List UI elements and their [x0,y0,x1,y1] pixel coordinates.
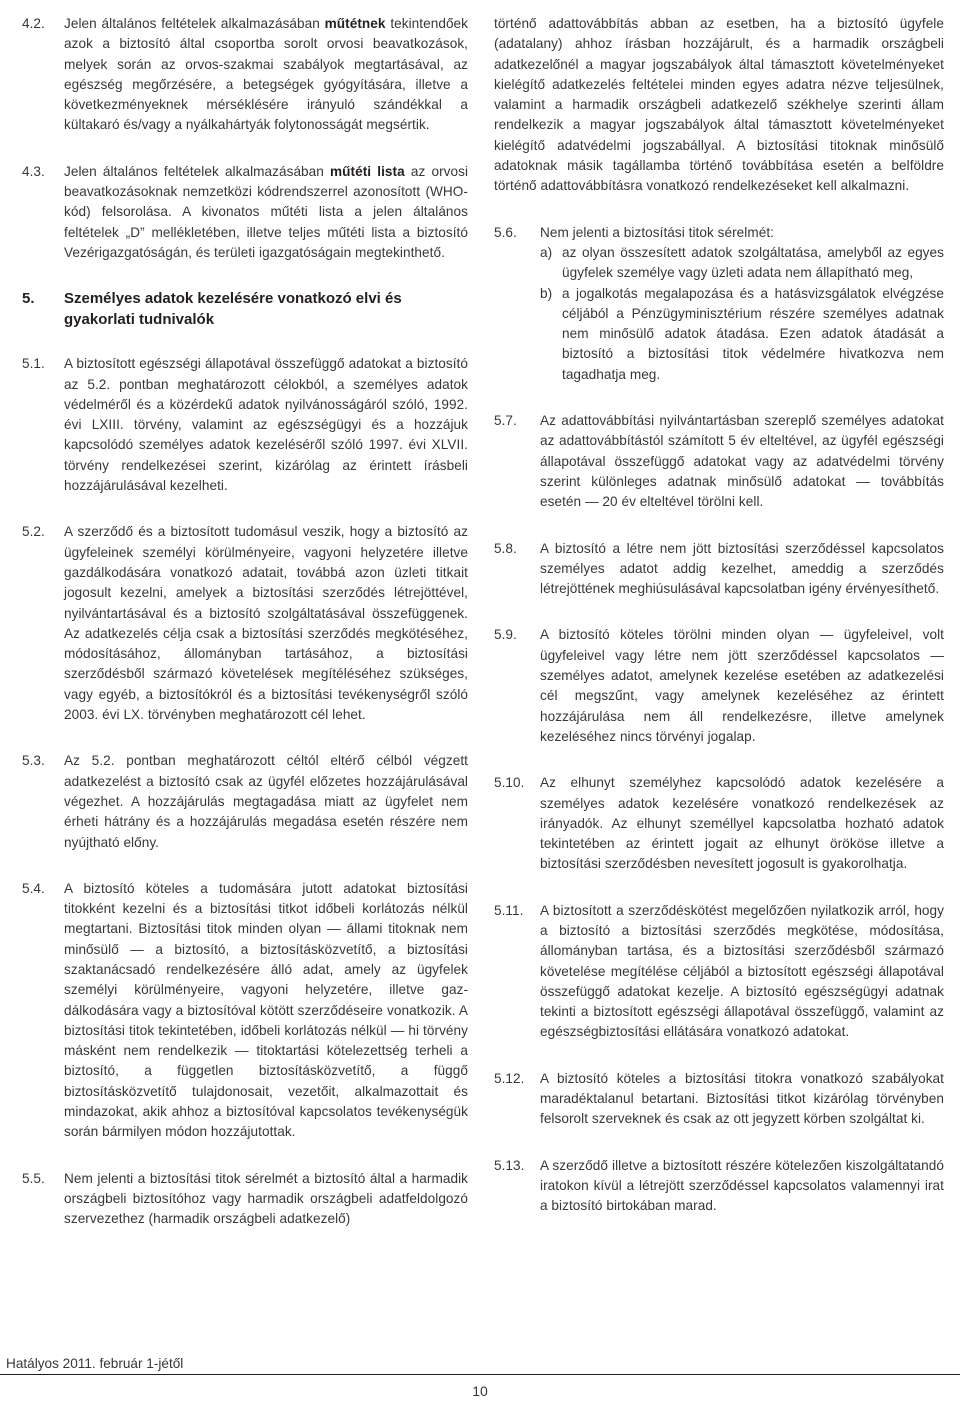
term-muteti-lista: műtéti lista [330,163,405,179]
section-5-7 [494,411,944,512]
term-mutet: műtétnek [324,16,386,31]
section-text: Az adattovábbítási nyilvántartásban szereplő személyes adatokat az adattovábbítástól számított 5 év elteltével, az ügyfél egészségi állapotával összefüggő adatokat vagy az adatvédelmi törvény szerint különleges adatnak minősülő adatokat — továbbítás esetén — 20 év elteltével törölni kell. [540,413,944,510]
section-text: A biztosító köteles törölni minden olyan — ügyfeleivel, volt ügyfeleivel vagy létre nem jött szerződéssel kapcsolatos — személyes adatot, amelynek kezelése esetében az adatkezelési cél megszűnt, vagy amelynek kezeléséhez az érintett hozzájárulása nem áll rendelkezésre, illetve amelynek kezeléséhez nincs törvényi jogalap. [540,627,944,744]
section-text: A biztosító köteles a biztosítási titokra vonatkozó szabályokat maradéktalanul betartani. Biztosítási titkot kizárólag törvényben felsorolt szerveknek és csak az ott jegyzett körben szolgáltat ki. [540,1070,944,1127]
section-text: Nem jelenti a biztosítási titok sérelmét: [540,224,774,240]
section-number: 5.7. [494,413,517,429]
section-number: 5.6. [494,224,517,240]
section-5-2 [22,522,468,725]
section-5-12 [494,1069,944,1130]
section-number: 5.10. [494,775,525,791]
section-text: történő adattovábbítás abban az esetben, ha a biztosító ügyfele (adatalany) ahhoz írásban hozzájárult, és a harmadik országbeli adatkezelőnél a magyar jogszabályok által támasztott követelményeket kielégítő adatkezelés feltételei minden egyes adatra nézve teljesülnek, valamint a harmadik országbeli adatkezelő székhelye szerinti állam rendelkezik a magyar jogszabályok által támasztott követelményeket kielégítő adatvédelmi jogszabállyal. A biztosítási titoknak minősülő adatoknak másik tagállamba történő továbbítása esetén a belföldre történő adattovábbításra vonatkozó rendelkezéseket kell alkalmazni. [494,16,944,194]
section-5-5 [22,1169,468,1230]
section-text: A biztosított a szerződéskötést megelőzően nyilatkozik arról, hogy a biztosító a biztosítási szerződés megkötése, módosítása, állományban tartása, és a biztosítási szerződésből származó követelése megítélése céljából a biztosított egészségi állapotával összefüggő adatokat kezelje. A biztosító egészségügyi adatnak tekinti a biztosított egészségi állapotával összefüggő, valamint az egészségbiztosítási ellátására vonatkozó adatokat. [540,902,944,1040]
section-number: 5.4. [22,880,45,896]
section-text: Nem jelenti a biztosítási titok sérelmét a biztosító által a harmadik országbeli biztosítóhoz vagy harmadik országbeli adatfeldolgozó szervezethez (harmadik országbeli adatkezelő) [64,1170,468,1227]
section-5-9 [494,625,944,747]
section-text: Az 5.2. pontban meghatározott céltól eltérő célból végzett adatkezelést a biztosító csak az ügyfél előzetes hozzájárulásával végezhet. A hozzájárulás megtagadása miatt az ügyfelet nem érheti hátrány és a hozzájárulás megadása esetén részére nem nyújtható előny. [64,753,468,850]
section-body [540,223,944,385]
list-item-a [540,243,944,284]
right-column [494,14,944,1217]
effective-date: Hatályos 2011. február 1-jétől [6,1356,184,1371]
section-number: 5.5. [22,1170,45,1186]
list-item-b [540,284,944,385]
section-5-10 [494,773,944,874]
section-4-3 [22,162,468,263]
section-5-8 [494,539,944,600]
section-text: A szerződő és a biztosított tudomásul veszik, hogy a biztosító az ügyfeleinek személyi körülményeire, vagyoni helyzetére illetve gazdálkodására vonatkozó adatait, továbbá azon üzleti titkait jogosult kezelni, amelyek a biztosítási szerződés létrejöttével, nyilvántartásával és a biztosító szolgáltatásával összefüggenek. Az adatkezelés célja csak a biztosítási szerződés megkötéséhez, módosításához, állományban tartásához, a biztosítási szerződésből származó követelések megítéléséhez szükséges, vagy egyéb, a biztosítókról és a biztosítási tevékenységről szóló 2003. évi LX. törvényben meghatározott cél lehet. [64,524,468,723]
left-column [22,14,468,1230]
section-4-2 [22,14,468,136]
chapter-title: Személyes adatok kezelésére vonatkozó elvi és gyakorlati tudnivalók [64,290,402,328]
section-5-4 [22,879,468,1143]
list-text: az olyan összesített adatok szolgáltatása, amelyből az egyes ügyfelek személye vagy üzleti adata nem állapítható meg, [562,244,944,281]
chapter-5-heading [22,289,468,330]
section-text: A szerződő illetve a biztosított részére kötelezően kiszolgáltatandó iratokon kívül a létrejött szerződéssel kapcsolatos valamennyi irat a biztosító birtokában marad. [540,1157,944,1214]
section-number: 5.1. [22,356,45,372]
footer-divider [0,1374,960,1375]
list-letter: b) [540,285,553,301]
section-text: Jelen általános feltételek alkalmazásában műtéti lista az orvosi beavatkozásoknak nemzetközi kódrendszerrel azonosított (WHO-kód) felsorolása. A kivonatos műtéti lista a jelen általános feltételek „D” mellékletében, illetve teljes műtéti lista a biztosító Vezérigazgatóságán, és területi igazgatóságain megtekinthető. [64,163,469,260]
list-letter: a) [540,244,553,260]
section-number: 5.3. [22,753,45,769]
section-text: Jelen általános feltételek alkalmazásában műtétnek tekintendőek azok a biztosító által csoportba sorolt orvosi beavatkozások, melyek során az orvos-szakmai szabályok megtartásával, az egészség megőrzésére, a betegségek gyógyítására, illetve a következményeknek mérséklésére irányuló szándékkal a kültakaró és/vagy a nyálkahártyák folytonosságát megsértik. [64,16,469,133]
section-5-6 [494,223,944,385]
section-number: 5.2. [22,524,45,540]
section-number: 4.3. [22,163,45,179]
section-number: 4.2. [22,16,45,31]
section-5-1 [22,354,468,496]
section-text: A biztosító a létre nem jött biztosítási szerződéssel kapcsolatos személyes adatot addig kezelhet, ameddig a szerződés létrejöttének meghiúsulásával kapcsolatban igény érvényesíthető. [540,540,944,597]
section-5-5-continued [494,14,944,197]
section-number: 5.11. [494,902,524,918]
page-number: 10 [472,1383,488,1399]
section-5-13 [494,1156,944,1217]
section-number: 5.13. [494,1157,525,1173]
section-number: 5.9. [494,627,517,643]
section-5-3 [22,751,468,852]
section-text: Az elhunyt személyhez kapcsolódó adatok kezelésére a személyes adatok kezelésére vonatkozó rendelkezések az irányadók. Az elhunyt személlyel kapcsolatba hozható adatok tekintetében az érintett jogait az elhunyt örököse illetve a biztosítási szerződésben nevesített jogosult is gyakorolhatja. [540,775,944,872]
section-text: A biztosított egészségi állapotával összefüggő adatokat a biztosító az 5.2. pontban meghatározott célokból, a személyes adatok védelméről és a közérdekű adatok nyilvánosságáról szóló, 1992. évi LXIII. törvény, valamint az egészségügyi és a hozzájuk kapcsolódó személyes adatok kezeléséről szóló 1997. évi XLVII. törvény rendelkezései szerint, kizárólag az érintett írásbeli hozzájárulásával kezelheti. [64,356,468,494]
section-number: 5.12. [494,1070,525,1086]
chapter-number: 5. [22,290,35,308]
section-number: 5.8. [494,540,517,556]
list-text: a jogalkotás megalapozása és a hatásvizsgálatok elvégzése céljából a Pénzügyminisztérium részére személyes adatnak nem minősülő adatok átadása. Ezen adatok átadását a biztosító a biztosítási titok védelmére hivatkozva nem tagadhatja meg. [562,285,944,382]
section-5-11 [494,901,944,1043]
section-text: A biztosító köteles a tudomására jutott adatokat biztosítási titokként kezelni és a biztosítási titkot időbeli korlátozás nélkül megtartani. Biztosítási titok minden olyan — állami titoknak nem minősülő — a biztosító, a biztosításközvetítő, a biztosítási szaktanácsadó rendelkezésére álló adat, amely az ügyfelek személyi körülményeire, vagyoni helyzetére, illetve gazdálkodására vagy a biztosítóval kötött szerződéseire vonatkozik. A biztosítási titok tekintetében, időbeli korlátozás nélkül — hi törvény másként nem rendelkezik — titoktartási kötelezettség terheli a biztosító, a független biztosításközvetítő, a függő biztosításközvetítő tulajdonosait, vezetőit, alkalmazottait és mindazokat, akik ahhoz a biztosítóval kapcsolatos tevékenységük során bármilyen módon hozzájutottak. [64,880,468,1140]
